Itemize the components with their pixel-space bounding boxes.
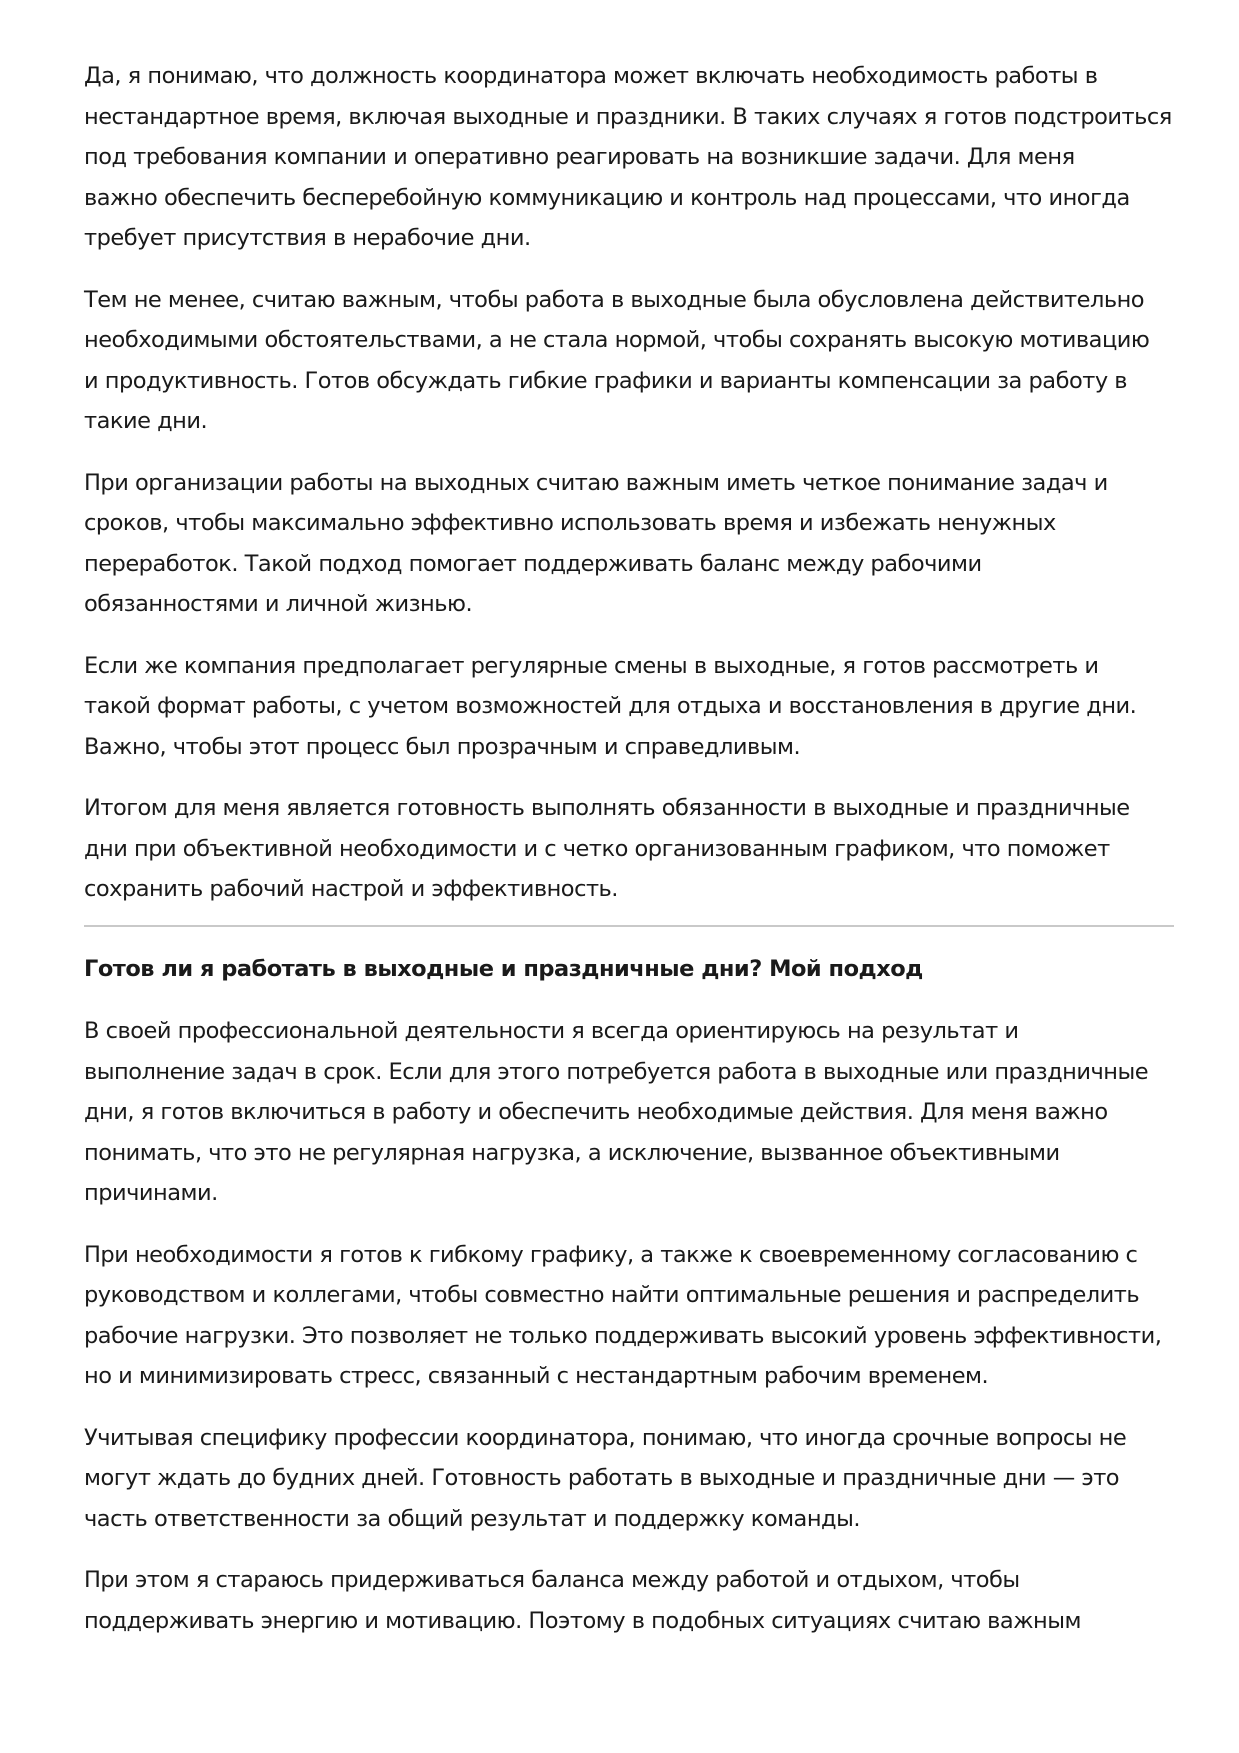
text-line: такой формат работы, с учетом возможностей для отдыха и восстановления в другие дни. [84, 693, 1137, 719]
text-line: понимать, что это не регулярная нагрузка, а исключение, вызванное объективными [84, 1139, 1060, 1166]
text-line: При организации работы на выходных считаю важным иметь четкое понимание задач и [84, 469, 1108, 496]
text-line: При этом я стараюсь придерживаться баланса между работой и отдыхом, чтобы [84, 1567, 1020, 1593]
document-page [84, 56, 1174, 1641]
text-line: и продуктивность. Готов обсуждать гибкие графики и варианты компенсации за работу в [84, 367, 1128, 394]
section-intro [84, 56, 1174, 910]
text-line: При необходимости я готов к гибкому графику, а также к своевременному согласованию с [84, 1241, 1138, 1268]
paragraph [84, 1011, 1174, 1214]
paragraph [84, 1235, 1174, 1397]
paragraph [84, 1560, 1174, 1641]
text-line: дни при объективной необходимости и с четко организованным графиком, что поможет [84, 835, 1110, 862]
section-approach [84, 949, 1174, 1642]
text-line: руководством и коллегами, чтобы совместно найти оптимальные решения и распределить [84, 1282, 1140, 1308]
text-line: переработок. Такой подход помогает поддерживать баланс между рабочими [84, 550, 982, 577]
text-line: дни, я готов включиться в работу и обеспечить необходимые действия. Для меня важно [84, 1099, 1108, 1125]
text-line: часть ответственности за общий результат и поддержку команды. [84, 1505, 861, 1532]
text-line: Если же компания предполагает регулярные смены в выходные, я готов рассмотреть и [84, 652, 1099, 679]
paragraph [84, 788, 1174, 910]
text-line: требует присутствия в нерабочие дни. [84, 225, 531, 251]
text-line: сохранить рабочий настрой и эффективность. [84, 876, 618, 902]
text-line: выполнение задач в срок. Если для этого потребуется работа в выходные или праздничные [84, 1058, 1149, 1085]
paragraph [84, 56, 1174, 259]
text-line: рабочие нагрузки. Это позволяет не только поддерживать высокий уровень эффективности, [84, 1322, 1162, 1349]
text-line: могут ждать до будних дней. Готовность работать в выходные и праздничные дни — это [84, 1465, 1120, 1491]
text-line: такие дни. [84, 408, 208, 434]
text-line: важно обеспечить бесперебойную коммуникацию и контроль над процессами, что иногда [84, 184, 1130, 211]
text-line: В своей профессиональной деятельности я всегда ориентируюсь на результат и [84, 1018, 1019, 1044]
section-divider [84, 925, 1174, 927]
paragraph [84, 1418, 1174, 1540]
text-line: Учитывая специфику профессии координатора, понимаю, что иногда срочные вопросы не [84, 1424, 1127, 1451]
paragraph [84, 463, 1174, 625]
paragraph [84, 280, 1174, 442]
paragraph [84, 646, 1174, 768]
text-line: сроков, чтобы максимально эффективно использовать время и избежать ненужных [84, 510, 1056, 536]
text-line: Да, я понимаю, что должность координатора может включать необходимость работы в [84, 63, 1098, 89]
text-line: нестандартное время, включая выходные и праздники. В таких случаях я готов подстроиться [84, 103, 1172, 130]
text-line: Итогом для меня является готовность выполнять обязанности в выходные и праздничные [84, 795, 1130, 821]
text-line: обязанностями и личной жизнью. [84, 591, 473, 617]
text-line: причинами. [84, 1180, 218, 1206]
text-line: поддерживать энергию и мотивацию. Поэтому в подобных ситуациях считаю важным [84, 1607, 1081, 1634]
section-heading: Готов ли я работать в выходные и праздничные дни? Мой подход [84, 955, 923, 982]
text-line: под требования компании и оперативно реагировать на возникшие задачи. Для меня [84, 144, 1075, 170]
text-line: Важно, чтобы этот процесс был прозрачным и справедливым. [84, 733, 801, 760]
text-line: но и минимизировать стресс, связанный с нестандартным рабочим временем. [84, 1363, 989, 1389]
text-line: Тем не менее, считаю важным, чтобы работа в выходные была обусловлена действительно [84, 286, 1145, 313]
text-line: необходимыми обстоятельствами, а не стала нормой, чтобы сохранять высокую мотивацию [84, 327, 1150, 353]
